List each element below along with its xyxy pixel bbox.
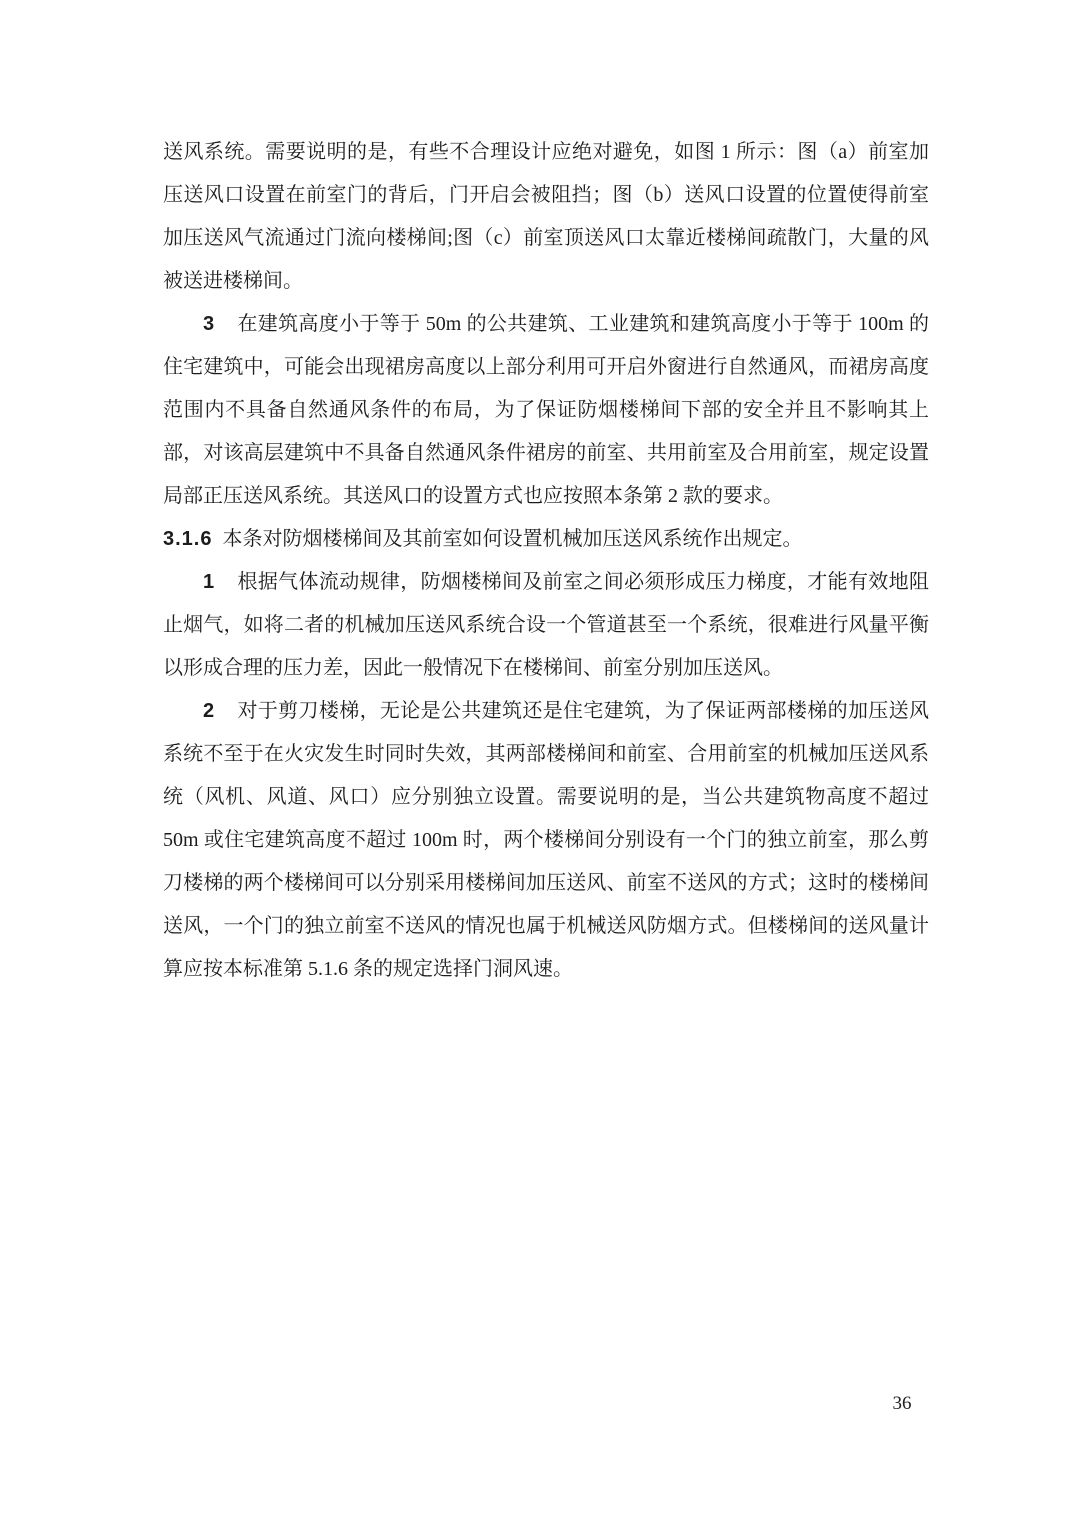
paragraph-text: 对于剪刀楼梯，无论是公共建筑还是住宅建筑，为了保证两部楼梯的加压送风系统不至于在火灾发生时同时失效，其两部楼梯间和前室、合用前室的机械加压送风系统（风机、风道、风口）应分别独立设置。需要说明的是，当公共建筑物高度不超过 50m 或住宅建筑高度不超过 100m 时，两个楼梯间分别设有一个门的独立前室，那么剪刀楼梯的两个楼梯间可以分别采用楼梯间加压送风、前室不送风的方式；这时的楼梯间送风，一个门的独立前室不送风的情况也属于机械送风防烟方式。但楼梯间的送风量计算应按本标准第 5.1.6 条的规定选择门洞风速。	[163, 700, 929, 980]
paragraph-continuation	[163, 131, 929, 303]
paragraph-text: 送风系统。需要说明的是，有些不合理设计应绝对避免，如图 1 所示：图（a）前室加压送风口设置在前室门的背后，门开启会被阻挡；图（b）送风口设置的位置使得前室加压送风气流通过门流向楼梯间;图（c）前室顶送风口太靠近楼梯间疏散门，大量的风被送进楼梯间。	[163, 141, 929, 292]
paragraph-text: 在建筑高度小于等于 50m 的公共建筑、工业建筑和建筑高度小于等于 100m 的住宅建筑中，可能会出现裙房高度以上部分利用可开启外窗进行自然通风，而裙房高度范围内不具备自然通风条件的布局，为了保证防烟楼梯间下部的安全并且不影响其上部，对该高层建筑中不具备自然通风条件裙房的前室、共用前室及合用前室，规定设置局部正压送风系统。其送风口的设置方式也应按照本条第 2 款的要求。	[163, 313, 929, 507]
text-block	[163, 131, 929, 991]
paragraph-number: 1	[203, 571, 216, 593]
paragraph-section-3-1-6	[163, 518, 929, 561]
paragraph-text: 根据气体流动规律，防烟楼梯间及前室之间必须形成压力梯度，才能有效地阻止烟气，如将二者的机械加压送风系统合设一个管道甚至一个系统，很难进行风量平衡以形成合理的压力差，因此一般情况下在楼梯间、前室分别加压送风。	[163, 571, 929, 679]
paragraph-item-3	[163, 303, 929, 518]
paragraph-item-2	[163, 690, 929, 991]
page-number: 36	[892, 1393, 912, 1414]
paragraph-number: 3	[203, 313, 216, 335]
paragraph-item-1	[163, 561, 929, 690]
paragraph-text: 本条对防烟楼梯间及其前室如何设置机械加压送风系统作出规定。	[222, 528, 803, 550]
paragraph-number: 2	[203, 700, 216, 722]
section-number: 3.1.6	[163, 528, 213, 550]
